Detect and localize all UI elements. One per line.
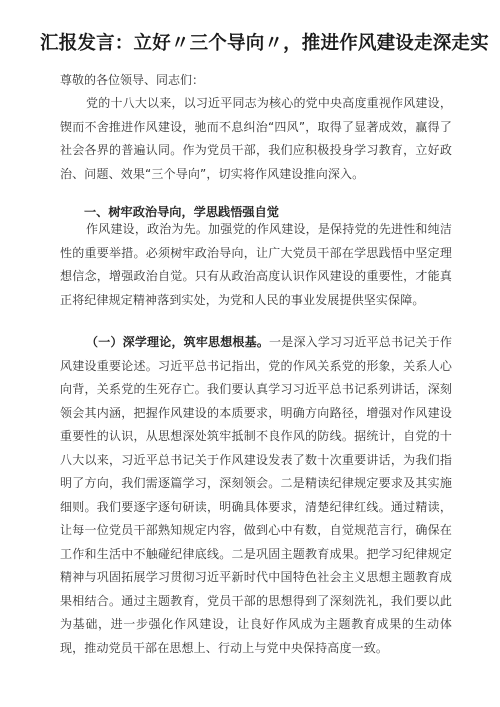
intro-text: 党的十八大以来，以习近平同志为核心的党中央高度重视作风建设，锲而不舍推进作风建设，驰而不息纠治“四风”，取得了显著成效，赢得了社会各界的普遍认同。作为党员干部，我们应积极投身学习教育，立好政治、问题、效果“三个导向”，切实将作风建设推向深入。 [60,96,452,181]
section-heading: 一、树牢政治导向，学思践悟强自觉 [84,205,279,219]
subsection-paragraph [60,331,452,660]
salutation: 尊敬的各位领导、同志们： [60,73,205,87]
intro-paragraph [60,92,452,186]
page-title: 汇报发言：立好〃三个导向〃，推进作风建设走深走实 [40,33,489,54]
subsection-heading: （一）深学理论，筑牢思想根基。 [86,335,270,349]
subsection-text: 一是深入学习习近平总书记关于作风建设重要论述。习近平总书记指出，党的作风关系党的形象，关系人心向背，关系党的生死存亡。我们要认真学习习近平总书记系列讲话，深刻领会其内涵，把握作风建设的本质要求，明确方向路径，增强对作风建设重要性的认识，从思想深处筑牢抵制不良作风的防线。据统计，自党的十八大以来，习近平总书记关于作风建设发表了数十次重要讲话，为我们指明了方向，我们需逐篇学习，深刻领会。二是精读纪律规定要求及其实施细则。我们要逐字逐句研读，明确具体要求，清楚纪律红线。通过精读，让每一位党员干部熟知规定内容，做到心中有数，自觉规范言行，确保在工作和生活中不触碰纪律底线。二是巩固主题教育成果。把学习纪律规定精神与巩固拓展学习贯彻习近平新时代中国特色社会主义思想主题教育成果相结合。通过主题教育，党员干部的思想得到了深刻洗礼，我们要以此为基础，进一步强化作风建设，让良好作风成为主题教育成果的生动体现，推动党员干部在思想上、行动上与党中央保持高度一致。 [60,335,452,655]
section-text: 作风建设，政治为先。加强党的作风建设，是保持党的先进性和纯洁性的重要举措。必须树牢政治导向，让广大党员干部在学思践悟中坚定理想信念，增强政治自觉。只有从政治高度认识作风建设的重要性，才能真正将纪律规定精神落到实处，为党和人民的事业发展提供坚实保障。 [60,222,452,307]
section-paragraph [60,218,452,312]
